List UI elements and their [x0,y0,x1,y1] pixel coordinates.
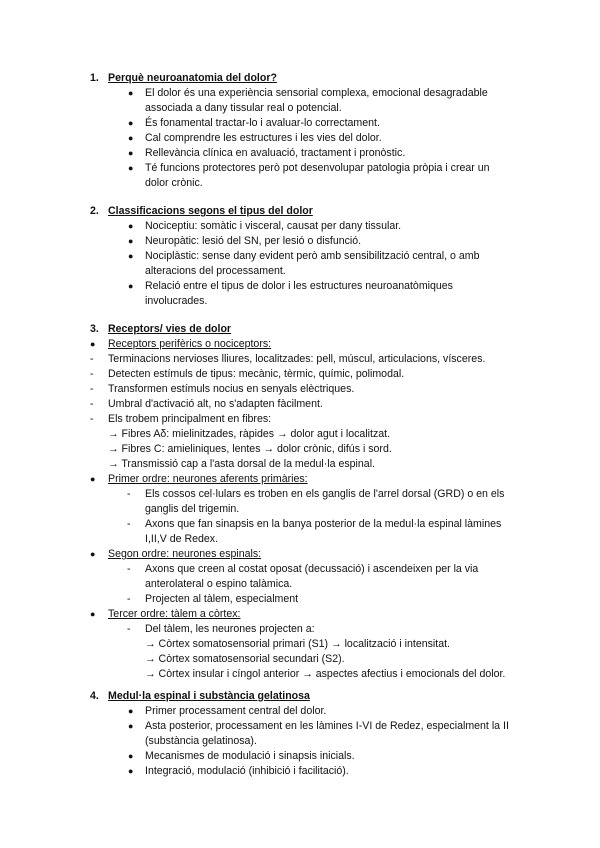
section-number: 3. [90,323,99,335]
list-item-text: Umbral d'activació alt, no s'adapten fàcilment. [108,398,323,410]
subsection-title: Segon ordre: neurones espinals: [108,548,262,560]
subsection-title: Primer ordre: neurones aferents primàries: [108,473,308,485]
list-item-text: Axons que creen al costat oposat (decussació) i ascendeixen per la via [145,563,479,575]
list-item-text: I,II,V de Redex. [145,533,219,545]
dash-icon: - [127,518,131,530]
list-item-text: Relació entre el tipus de dolor i les estructures neuroanatòmiques [145,280,453,292]
list-item-text: Del tàlem, les neurones projecten a: [145,623,315,635]
dash-icon: - [90,413,94,425]
list-item-text: Nociceptiu: somàtic i visceral, causat per dany tissular. [145,220,402,232]
list-item-text: Mecanismes de modulació i sinapsis inicials. [145,750,355,762]
bullet-icon: ● [90,549,96,559]
bullet-icon: ● [128,281,134,291]
list-item-text: Els cossos cel·lulars es troben en els ganglis de l'arrel dorsal (GRD) o en els [145,488,505,500]
bullet-icon: ● [128,766,134,776]
section-title: Medul·la espinal i substància gelatinosa [108,690,310,702]
list-item-text: ganglis del trigemin. [145,503,240,515]
list-item-text: (substància gelatinosa). [145,735,257,747]
bullet-icon: ● [128,148,134,158]
list-item-text: Els trobem principalment en fibres: [108,413,272,425]
bullet-icon: ● [128,163,134,173]
arrow-line: → Transmissió cap a l'asta dorsal de la medul·la espinal. [108,458,375,470]
list-item-text: És fonamental tractar-lo i avaluar-lo correctament. [145,117,380,129]
bullet-icon: ● [128,133,134,143]
list-item-text: dolor crònic. [145,177,203,189]
subsection-title: Receptors perifèrics o nociceptors: [108,338,272,350]
bullet-icon: ● [128,721,134,731]
list-item-text: Primer processament central del dolor. [145,705,327,717]
dash-icon: - [127,488,131,500]
section-title: Perquè neuroanatomia del dolor? [108,72,277,84]
list-item-text: Nociplàstic: sense dany evident però amb sensibilització central, o amb [145,250,480,262]
list-item-text: alteracions del processament. [145,265,286,277]
bullet-icon: ● [128,88,134,98]
arrow-line: → Còrtex somatosensorial secundari (S2). [145,653,345,665]
dash-icon: - [90,398,94,410]
dash-icon: - [90,353,94,365]
dash-icon: - [90,383,94,395]
dash-icon: - [127,563,131,575]
list-item-text: Té funcions protectores però pot desenvolupar patologia pròpia i crear un [145,162,490,174]
list-item-text: Projecten al tàlem, especialment [145,593,299,605]
list-item-text: Detecten estímuls de tipus: mecànic, tèrmic, químic, polimodal. [108,368,405,380]
bullet-icon: ● [90,339,96,349]
list-item-text: Neuropàtic: lesió del SN, per lesió o disfunció. [145,235,362,247]
bullet-icon: ● [90,609,96,619]
section-title: Receptors/ vies de dolor [108,323,232,335]
list-item-text: involucrades. [145,295,208,307]
list-item-text: Axons que fan sinapsis en la banya posterior de la medul·la espinal làmines [145,518,502,530]
list-item-text: Asta posterior, processament en les làmines I-VI de Redez, especialment la II [145,720,509,732]
bullet-icon: ● [128,236,134,246]
list-item-text: associada a dany tissular real o potencial. [145,102,342,114]
list-item-text: anterolateral o espino talàmica. [145,578,293,590]
bullet-icon: ● [128,706,134,716]
dash-icon: - [127,593,131,605]
bullet-icon: ● [128,251,134,261]
list-item-text: Cal comprendre les estructures i les vies del dolor. [145,132,382,144]
dash-icon: - [127,623,131,635]
bullet-icon: ● [90,474,96,484]
list-item-text: Transformen estímuls nocius en senyals elèctriques. [108,383,355,395]
list-item-text: Terminacions nervioses lliures, localitzades: pell, múscul, articulacions, vísceres. [108,353,486,365]
section-title: Classificacions segons el tipus del dolor [108,205,313,217]
arrow-line: → Còrtex insular i cíngol anterior → aspectes afectius i emocionals del dolor. [145,668,506,680]
bullet-icon: ● [128,751,134,761]
arrow-line: → Fibres C: amieliniques, lentes → dolor crònic, difús i sord. [108,443,392,455]
list-item-text: Rellevància clínica en avaluació, tractament i pronòstic. [145,147,406,159]
section-number: 2. [90,205,99,217]
arrow-line: → Còrtex somatosensorial primari (S1) → localització i intensitat. [145,638,450,650]
bullet-icon: ● [128,118,134,128]
subsection-title: Tercer ordre: tàlem a còrtex: [108,608,241,620]
bullet-icon: ● [128,221,134,231]
arrow-line: → Fibres Aδ: mielinitzades, ràpides → dolor agut i localitzat. [108,428,391,440]
dash-icon: - [90,368,94,380]
list-item-text: El dolor és una experiència sensorial complexa, emocional desagradable [145,87,488,99]
section-number: 4. [90,690,99,702]
list-item-text: Integració, modulació (inhibició i facilitació). [145,765,349,777]
section-number: 1. [90,72,99,84]
